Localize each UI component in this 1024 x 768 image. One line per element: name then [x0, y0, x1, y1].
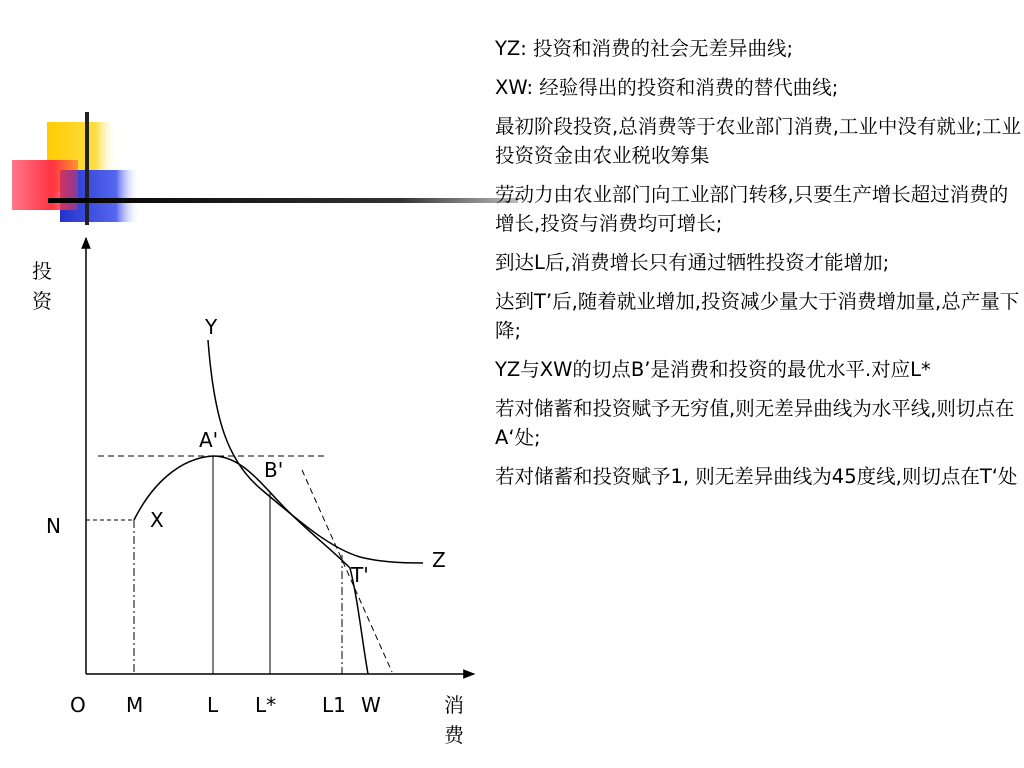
y-axis-label-2: 资 [32, 289, 52, 313]
tick-origin: O [70, 693, 86, 717]
note-item: 达到T’后,随着就业增加,投资减少量大于消费增加量,总产量下降; [495, 290, 1020, 342]
label-B-prime: B' [264, 458, 284, 482]
slope-45-line [302, 470, 392, 672]
notes-panel [495, 34, 1023, 501]
indifference-curve-YZ [208, 340, 423, 563]
label-Z: Z [432, 548, 446, 572]
tick-L: L [207, 693, 219, 717]
x-axis-label-1: 消 [444, 693, 464, 717]
x-axis-label-2: 费 [444, 723, 464, 747]
note-item: 劳动力由农业部门向工业部门转移,只要生产增长超过消费的增长,投资与消费均可增长; [495, 183, 1009, 235]
note-item: 最初阶段投资,总消费等于农业部门消费,工业中没有就业;工业投资资金由农业税收筹集 [495, 115, 1021, 167]
tick-L1: L1 [322, 693, 346, 717]
label-T-prime: T' [351, 563, 369, 587]
note-item: YZ: 投资和消费的社会无差异曲线; [495, 37, 794, 60]
substitution-curve-XW [134, 456, 368, 674]
note-item: 到达L后,消费增长只有通过牺牲投资才能增加; [495, 251, 890, 274]
label-Y: Y [205, 315, 218, 339]
note-item: 若对储蓄和投资赋予无穷值,则无差异曲线为水平线,则切点在A‘处; [495, 397, 1015, 449]
tick-N: N [46, 514, 61, 538]
tick-M: M [126, 693, 144, 717]
note-item: 若对储蓄和投资赋予1, 则无差异曲线为45度线,则切点在T‘处 [495, 465, 1018, 488]
label-A-prime: A' [199, 428, 219, 452]
tick-L-star: L* [255, 693, 277, 717]
investment-consumption-diagram [0, 0, 480, 768]
note-item: YZ与XW的切点B’是消费和投资的最优水平.对应L* [495, 358, 931, 381]
tick-W: W [361, 693, 381, 717]
y-axis-label-1: 投 [32, 259, 52, 283]
note-item: XW: 经验得出的投资和消费的替代曲线; [495, 76, 839, 99]
label-X: X [150, 508, 164, 532]
